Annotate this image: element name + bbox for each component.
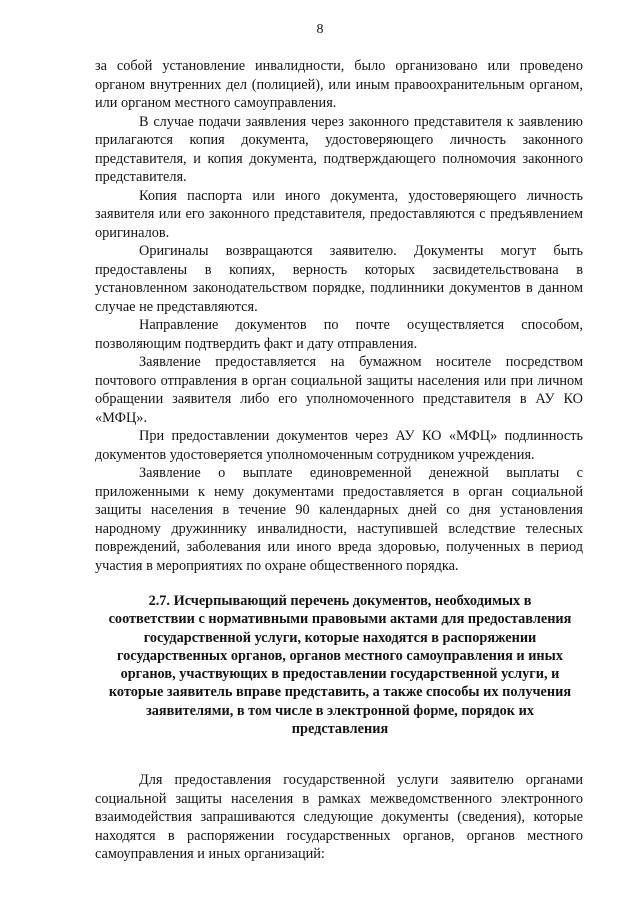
paragraph-interagency-request: Для предоставления государственной услуги заявителю органами социальной защиты населения в рамках межведомственного электронного взаимодействия запрашиваются следующие документы (сведения), которые находятся в распоряжении государственных органов, органов местного самоуправления и иных организаций:: [95, 772, 583, 862]
paragraph-postal-delivery: Направление документов по почте осуществляется способом, позволяющим подтвердить факт и дату отправления.: [95, 317, 583, 352]
paragraph-legal-representative: В случае подачи заявления через законного представителя к заявлению прилагаются копия документа, удостоверяющего личность законного представителя, и копия документа, подтверждающего полномочия законного представителя.: [95, 113, 583, 185]
page-number: 8: [316, 22, 324, 37]
body-text-top: [95, 57, 583, 575]
paragraph-payment-deadline: Заявление о выплате единовременной денежной выплаты с приложенными к нему документами предоставляется в орган социальной защиты населения в течение 90 календарных дней со дня установления народному дружиннику инвалидности, наступившей вследствие телесных повреждений, заболевания или иного вреда здоровью, полученных в период участия в мероприятиях по охране общественного порядка.: [95, 465, 583, 574]
body-text-bottom: [95, 771, 583, 864]
section-heading: 2.7. Исчерпывающий перечень документов, необходимых в соответствии с нормативными правовыми актами для предоставления государственной услуги, которые находятся в распоряжении государственных органов, органов местного самоуправления и иных органов, участвующих в предоставлении государственной услуги, и которые заявитель вправе представить, а также способы их получения заявителями, в том числе в электронной форме, порядок их представления: [108, 593, 572, 738]
paragraph-mfc-documents: При предоставлении документов через АУ КО «МФЦ» подлинность документов удостоверяется уполномоченным сотрудником учреждения.: [95, 428, 583, 463]
paragraph-continuation: за собой установление инвалидности, было организовано или проведено органом внутренних дел (полицией), или иным правоохранительным органом, или органом местного самоуправления.: [95, 58, 583, 111]
paragraph-passport-copy: Копия паспорта или иного документа, удостоверяющего личность заявителя или его законного представителя, предоставляются с предъявлением оригиналов.: [95, 187, 583, 241]
paragraph-paper-application: Заявление предоставляется на бумажном носителе посредством почтового отправления в орган социальной защиты населения или при личном обращении заявителя либо его уполномоченного представителя в АУ КО «МФЦ».: [95, 354, 583, 426]
paragraph-originals-returned: Оригиналы возвращаются заявителю. Документы могут быть предоставлены в копиях, верность которых засвидетельствована в установленном законодательством порядке, подлинники документов в данном случае не представляются.: [95, 243, 583, 315]
